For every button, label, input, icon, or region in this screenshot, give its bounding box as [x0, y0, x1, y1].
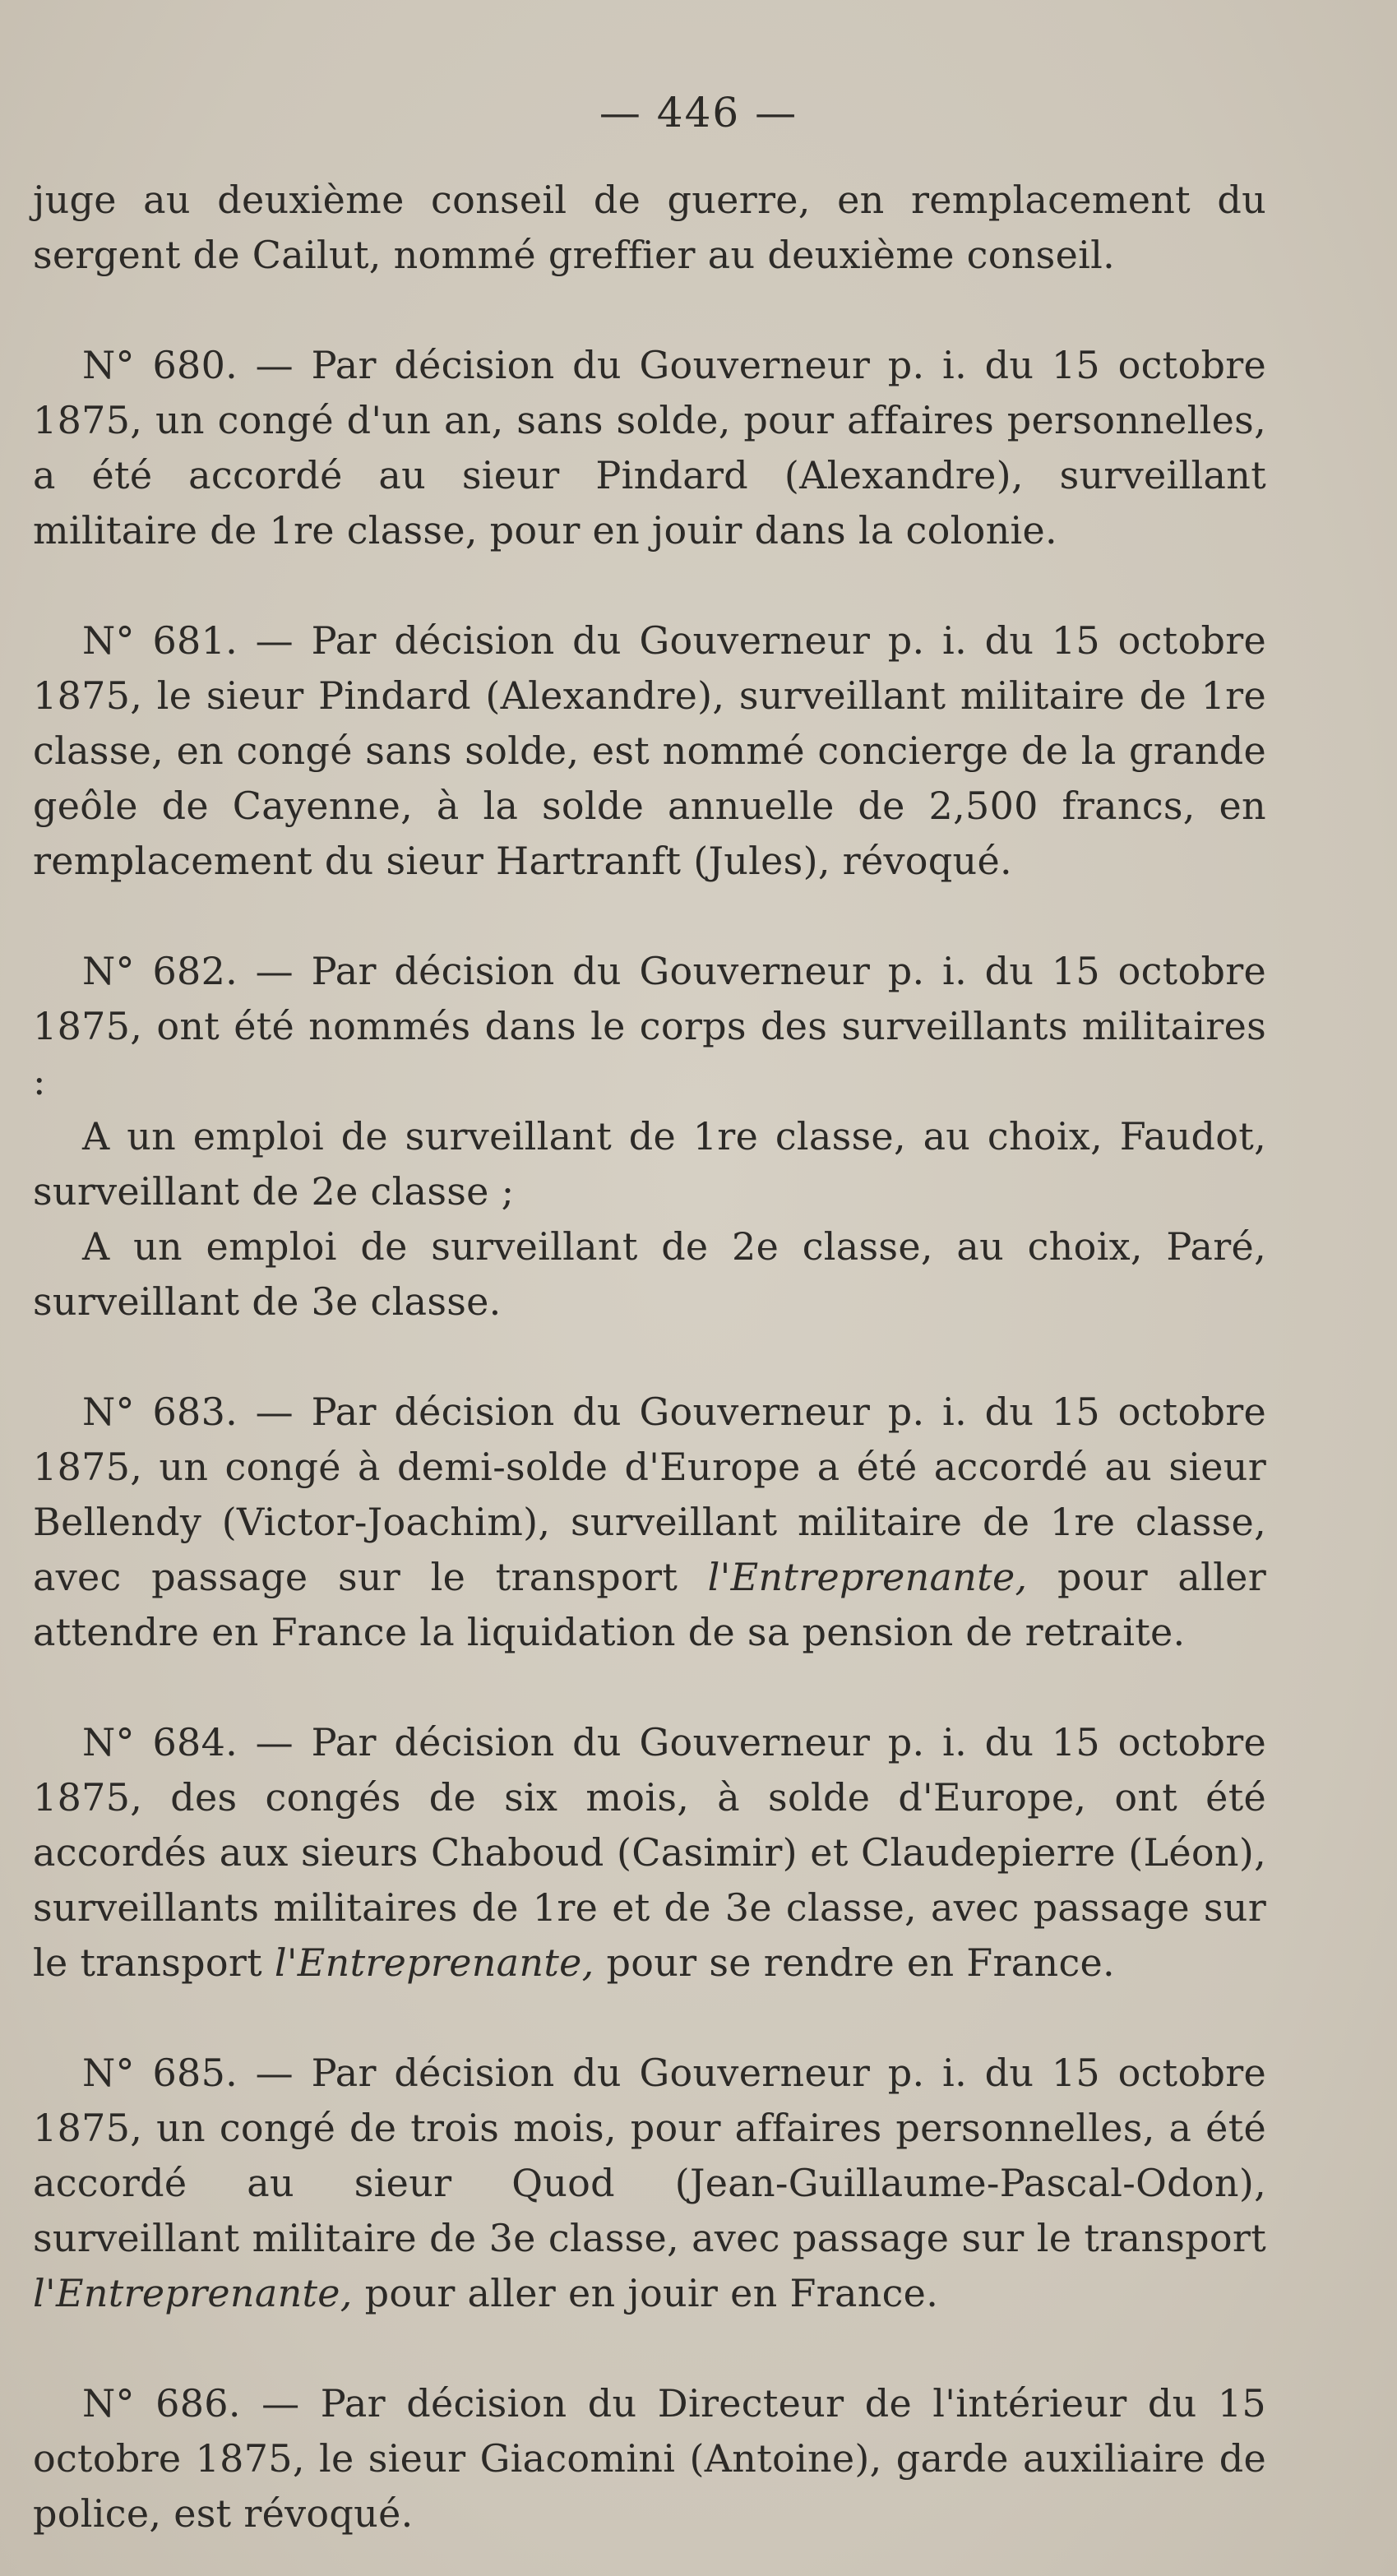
- entry-680: N° 680. — Par décision du Gouverneur p. i. du 15 octobre 1875, un congé d'un an, sans solde, pour affaires personnelles, a été accordé au sieur Pindard (Alexandre), surveillant militaire de 1re classe, pour en jouir dans la colonie.: [33, 343, 1266, 553]
- intro-paragraph: juge au deuxième conseil de guerre, en remplacement du sergent de Cailut, nommé greffier au deuxième conseil.: [33, 178, 1266, 277]
- page-number: — 446 —: [599, 89, 798, 136]
- entry-684-ship-name: l'Entreprenante,: [274, 1940, 594, 1985]
- entry-683-ship-name: l'Entreprenante,: [707, 1555, 1028, 1599]
- entry-684-text: N° 684. — Par décision du Gouverneur p. i. du 15 octobre 1875, des congés de six mois, à solde d'Europe, ont été accordés aux sieurs Chaboud (Casimir) et Claudepierre (Léon), surveillants militaires de 1re et de 3e classe, avec passage sur le transport: [33, 1720, 1266, 1985]
- entry-684-text-end: pour se rendre en France.: [594, 1940, 1115, 1985]
- entry-682-appointment-2: A un emploi de surveillant de 2e classe, au choix, Paré, surveillant de 3e classe.: [33, 1224, 1266, 1324]
- entry-683-text: N° 683. — Par décision du Gouverneur p. i. du 15 octobre 1875, un congé à demi-solde d'Europe a été accordé au sieur Bellendy (Victor-Joachim), surveillant militaire de 1re classe, avec passage sur le transport: [33, 1390, 1266, 1599]
- entry-685: [33, 2046, 1266, 2321]
- entry-684: [33, 1715, 1266, 1991]
- page-body: [33, 173, 1266, 2541]
- entry-681: N° 681. — Par décision du Gouverneur p. i. du 15 octobre 1875, le sieur Pindard (Alexandre), surveillant militaire de 1re classe, en congé sans solde, est nommé concierge de la grande geôle de Cayenne, à la solde annuelle de 2,500 francs, en remplacement du sieur Hartranft (Jules), révoqué.: [33, 618, 1266, 883]
- entry-685-text: N° 685. — Par décision du Gouverneur p. i. du 15 octobre 1875, un congé de trois mois, pour affaires personnelles, a été accordé au sieur Quod (Jean-Guillaume-Pascal-Odon), surveillant militaire de 3e classe, avec passage sur le transport: [33, 2051, 1266, 2260]
- entry-685-ship-name: l'Entreprenante,: [33, 2271, 353, 2315]
- entry-682: N° 682. — Par décision du Gouverneur p. i. du 15 octobre 1875, ont été nommés dans le corps des surveillants militaires :: [33, 949, 1266, 1103]
- entry-683: [33, 1385, 1266, 1660]
- entry-683-text-end: pour aller attendre en France la liquidation de sa pension de retraite.: [33, 1555, 1266, 1654]
- entry-682-appointment-1: A un emploi de surveillant de 1re classe, au choix, Faudot, surveillant de 2e classe ;: [33, 1114, 1266, 1214]
- entry-685-text-end: pour aller en jouir en France.: [352, 2271, 939, 2315]
- entry-686: N° 686. — Par décision du Directeur de l'intérieur du 15 octobre 1875, le sieur Giacomini (Antoine), garde auxiliaire de police, est révoqué.: [33, 2381, 1266, 2536]
